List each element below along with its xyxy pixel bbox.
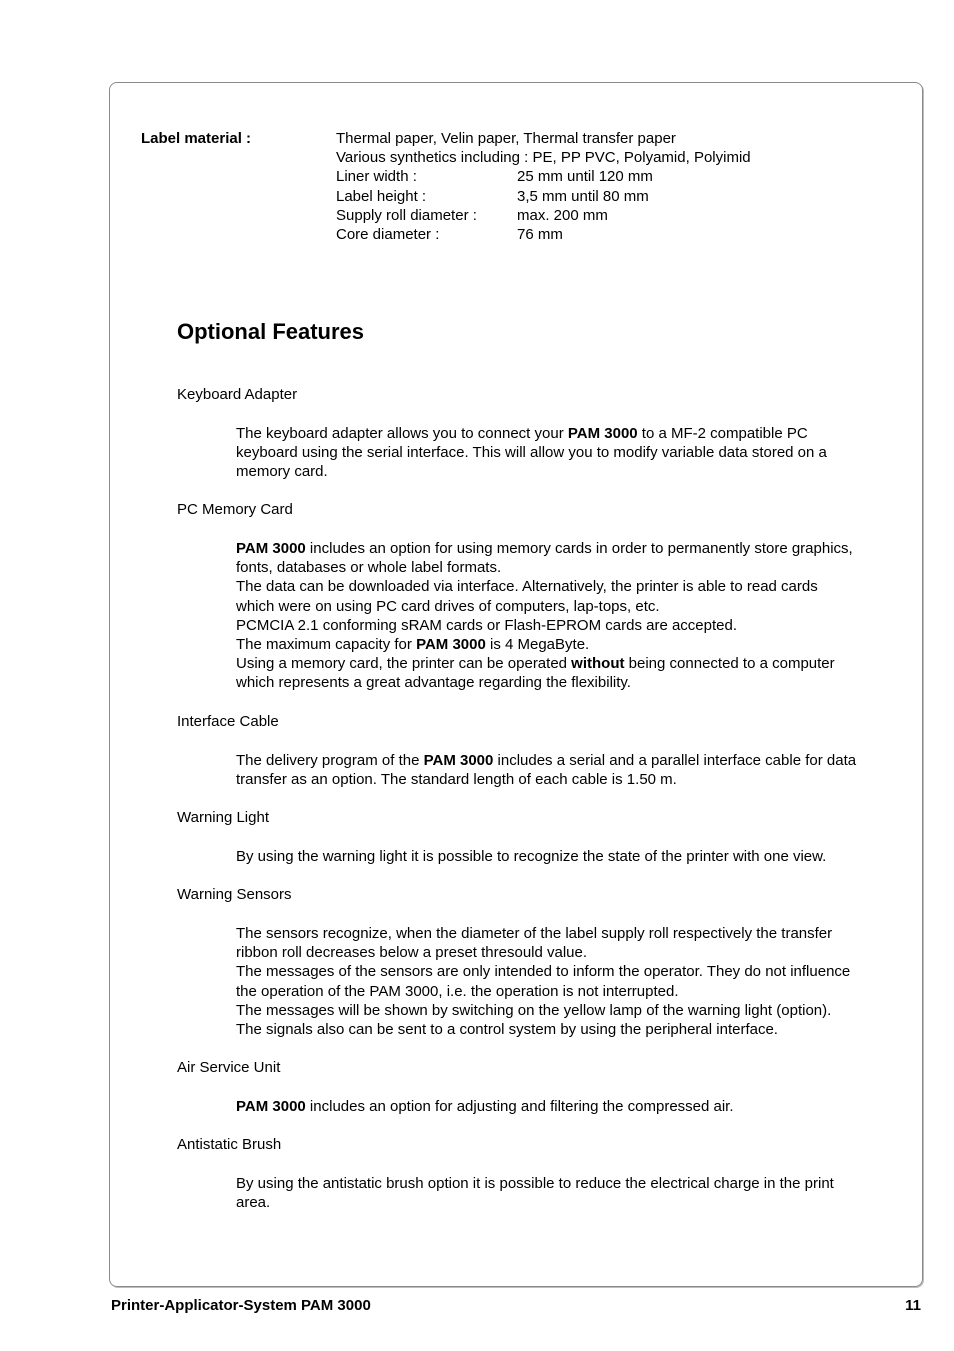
product-name: PAM 3000 <box>236 540 306 557</box>
footer-title: Printer-Applicator-System PAM 3000 <box>111 1297 371 1314</box>
subsection-title-warning-light: Warning Light <box>177 809 269 826</box>
subsection-title-warning-sensors: Warning Sensors <box>177 886 292 903</box>
subsection-title-air-service-unit: Air Service Unit <box>177 1059 281 1076</box>
text-line: transfer as an option. The standard length of each cable is 1.50 m. <box>236 771 677 789</box>
spec-key: Liner width : <box>336 168 417 186</box>
text-span: includes an option for using memory cards in order to permanently store graphics, <box>305 540 853 557</box>
spec-key: Supply roll diameter : <box>336 206 477 224</box>
text-line: By using the antistatic brush option it is possible to reduce the electrical charge in the print <box>236 1175 834 1192</box>
text-line <box>236 654 901 673</box>
subsection-title-keyboard-adapter: Keyboard Adapter <box>177 386 298 403</box>
text-line <box>236 635 901 654</box>
text-line: keyboard using the serial interface. This will allow you to modify variable data stored on a <box>236 444 827 462</box>
text-span: The keyboard adapter allows you to connect your <box>236 425 568 442</box>
text-span: The delivery program of the <box>236 752 424 769</box>
spec-key: Label height : <box>336 187 427 205</box>
spec-value: max. 200 mm <box>517 206 608 224</box>
text-line: The signals also can be sent to a control system by using the peripheral interface. <box>236 1021 778 1039</box>
text-line: The sensors recognize, when the diameter of the label supply roll respectively the transfer <box>236 925 833 942</box>
text-line: memory card. <box>236 463 328 481</box>
text-span: includes an option for adjusting and filtering the compressed air. <box>305 1098 734 1115</box>
spec-row <box>336 167 751 186</box>
paragraph-air-service-unit <box>236 1097 901 1116</box>
subsection-title-antistatic-brush: Antistatic Brush <box>177 1136 282 1153</box>
text-line <box>236 1097 901 1116</box>
text-line: ribbon roll decreases below a preset thresould value. <box>236 944 588 962</box>
spec-row <box>336 206 751 225</box>
product-name: PAM 3000 <box>423 752 494 769</box>
spec-row <box>336 187 751 206</box>
label-material-label: Label material : <box>141 130 252 147</box>
spec-value: 76 mm <box>517 226 563 244</box>
paragraph-warning-light <box>236 847 901 866</box>
text-span: is 4 MegaByte. <box>485 636 590 654</box>
spec-row <box>336 225 751 244</box>
text-line: The messages of the sensors are only intended to inform the operator. They do not influence <box>236 963 851 981</box>
spec-value: 3,5 mm until 80 mm <box>517 187 649 205</box>
text-line: which were on using PC card drives of computers, lap-tops, etc. <box>236 597 660 615</box>
text-line <box>236 424 901 443</box>
label-material-line: Thermal paper, Velin paper, Thermal transfer paper <box>336 130 676 147</box>
paragraph-interface-cable <box>236 751 901 789</box>
product-name: PAM 3000 <box>567 425 638 442</box>
page-number: 11 <box>905 1297 921 1314</box>
paragraph-antistatic-brush <box>236 1174 901 1212</box>
text-line: fonts, databases or whole label formats. <box>236 559 502 577</box>
text-span: to a MF-2 compatible PC <box>637 425 808 442</box>
spec-key: Core diameter : <box>336 226 440 244</box>
text-line: The messages will be shown by switching on the yellow lamp of the warning light (option). <box>236 1001 832 1019</box>
product-name: PAM 3000 <box>236 1098 306 1115</box>
text-span: includes a serial and a parallel interface cable for data <box>493 752 857 769</box>
spec-value: 25 mm until 120 mm <box>517 168 653 186</box>
text-line: area. <box>236 1194 271 1212</box>
text-line: the operation of the PAM 3000, i.e. the operation is not interrupted. <box>236 982 679 1000</box>
label-material-values <box>336 129 751 244</box>
text-line: The data can be downloaded via interface. Alternatively, the printer is able to read cards <box>236 578 818 596</box>
text-span: being connected to a computer <box>624 655 835 673</box>
text-line: PCMCIA 2.1 conforming sRAM cards or Flash-EPROM cards are accepted. <box>236 616 738 634</box>
subsection-title-interface-cable: Interface Cable <box>177 713 279 730</box>
product-name: PAM 3000 <box>416 636 486 654</box>
subsection-title-pc-memory-card: PC Memory Card <box>177 501 293 518</box>
text-line <box>236 751 901 770</box>
text-line: By using the warning light it is possible to recognize the state of the printer with one view. <box>236 848 827 865</box>
paragraph-keyboard-adapter <box>236 424 901 482</box>
text-span: Using a memory card, the printer can be operated <box>236 655 572 673</box>
paragraph-pc-memory-card <box>236 539 901 693</box>
text-line <box>236 539 901 558</box>
section-heading: Optional Features <box>177 319 365 344</box>
text-line: which represents a great advantage regarding the flexibility. <box>236 674 631 692</box>
paragraph-warning-sensors <box>236 924 901 1039</box>
emphasis-without: without <box>571 655 625 673</box>
text-span: The maximum capacity for <box>236 636 417 654</box>
label-material-line: Various synthetics including : PE, PP PVC, Polyamid, Polyimid <box>336 149 751 167</box>
